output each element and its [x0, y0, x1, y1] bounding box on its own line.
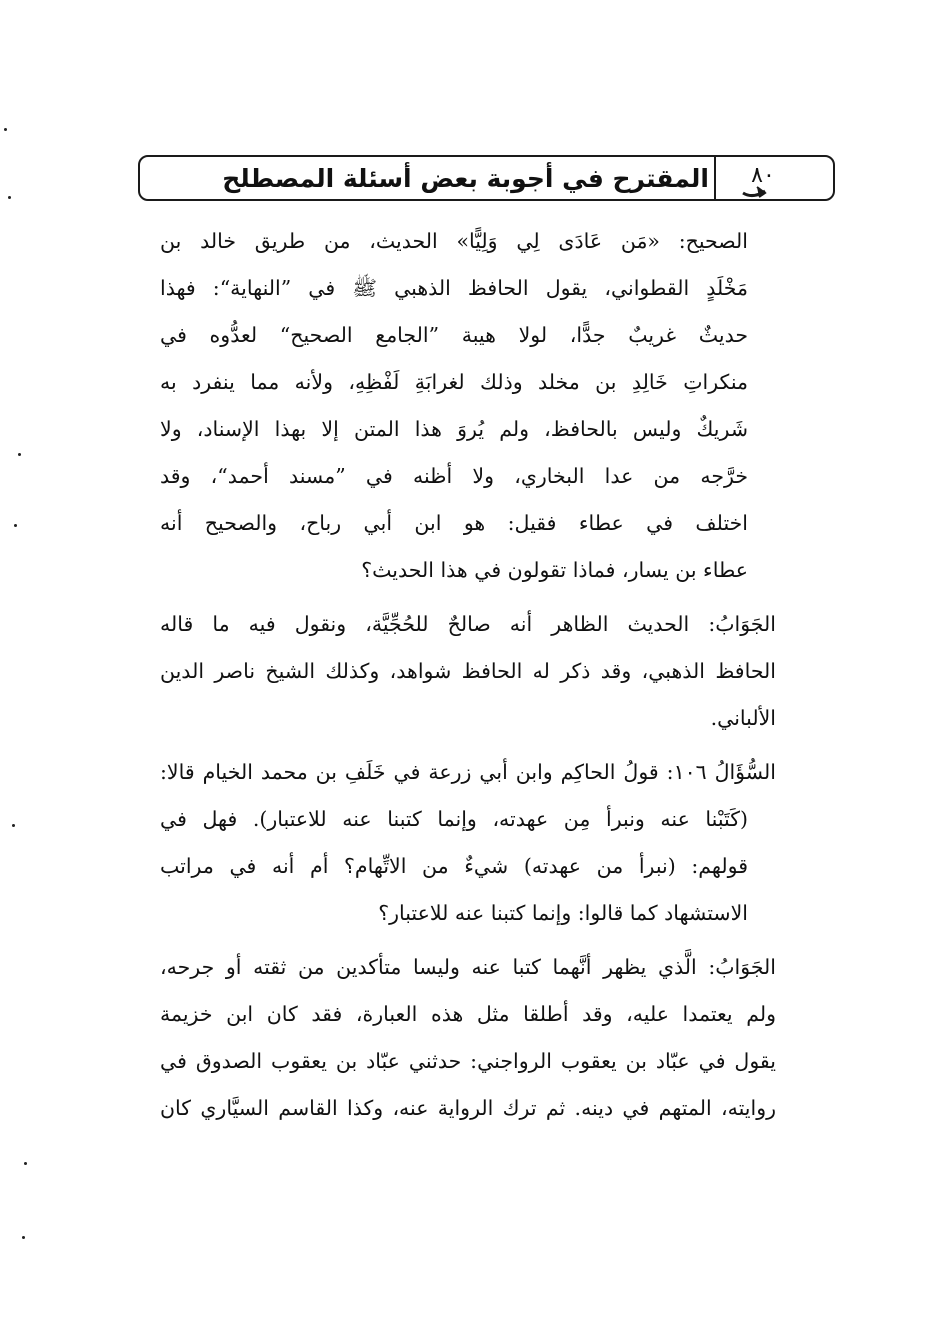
text-line: السُّؤَالُ ١٠٦: قولُ الحاكِم وابن أبي زرعة في خَلَفِ بن محمد الخيام قالا: [160, 760, 776, 784]
text-line: منكراتِ خَالِدِ بن مخلد وذلك لغرابَةِ لَفْظِهِ، ولأنه مما ينفرد به [160, 370, 748, 394]
scan-speck [24, 1162, 27, 1165]
text-line: الجَوَابُ: الَّذي يظهر أنَّهما كتبا عنه وليسا متأكدين من ثقته أو جرحه، [160, 955, 776, 979]
running-header [138, 155, 835, 201]
text-line: مَخْلَدٍ القطواني، يقول الحافظ الذهبي ﷺ في ”النهاية“: فهذا [160, 276, 748, 300]
text-line: الحافظ الذهبي، وقد ذكر له الحافظ شواهد، وكذلك الشيخ ناصر الدين [160, 659, 776, 683]
text-line: ولم يعتمدا عليه، وقد أطلقا مثل هذه العبارة، فقد كان ابن خزيمة [160, 1002, 776, 1026]
page-number: ٨٠ [751, 163, 775, 188]
text-line: روايته، المتهم في دينه. ثم ترك الرواية عنه، وكذا القاسم السيَّاري كان [160, 1096, 776, 1120]
paragraph-answer-2 [160, 944, 776, 1132]
paragraph-question-106 [160, 749, 776, 937]
text-line: الألباني. [710, 706, 776, 730]
text-line: خرَّجه من عدا البخاري، ولا أظنه في ”مسند أحمد“، وقد [160, 464, 748, 488]
scan-speck [4, 128, 7, 131]
text-line: الصحيح: «مَن عَادَى لِي وَلِيًّا» الحديث، من طريق خالد بن [160, 229, 748, 253]
text-line: (كَتَبْنا عنه ونبرأ مِن عهدته، وإنما كتبنا عنه للاعتبار). فهل في [160, 807, 748, 831]
text-line: يقول في عبّاد بن يعقوب الرواجني: حدثني عبّاد بن يعقوب الصدوق في [160, 1049, 776, 1073]
text-line: اختلف في عطاء فقيل: هو ابن أبي رباح، والصحيح أنه [160, 511, 748, 535]
text-line: عطاء بن يسار، فماذا تقولون في هذا الحديث؟ [361, 558, 748, 582]
book-title: المقترح في أجوبة بعض أسئلة المصطلح [222, 164, 709, 193]
scan-speck [18, 453, 21, 456]
text-line: قولهم: (نبرأ من عهدته) شيءٌ من الاتِّهام؟ أم أنه في مراتب [160, 854, 748, 878]
text-line: حديثٌ غريبٌ جدًّا، لولا هيبة ”الجامع الصحيح“ لعدُّوه في [160, 323, 748, 347]
text-line: شَريكٌ وليس بالحافظ، ولم يُروَ هذا المتن إلا بهذا الإسناد، ولا [160, 417, 748, 441]
paragraph-question-text [160, 218, 748, 594]
scan-speck [12, 824, 15, 827]
scan-speck [8, 196, 11, 199]
scan-speck [22, 1236, 25, 1239]
scan-speck [14, 524, 17, 527]
text-line: الجَوَابُ: الحديث الظاهر أنه صالحٌ للحُجِّيَّة، ونقول فيه ما قاله [160, 612, 776, 636]
page-number-frame [713, 155, 833, 201]
body-text [160, 218, 776, 1139]
text-line: الاستشهاد كما قالوا: وإنما كتبنا عنه للاعتبار؟ [378, 901, 748, 925]
paragraph-answer-1 [160, 601, 776, 742]
